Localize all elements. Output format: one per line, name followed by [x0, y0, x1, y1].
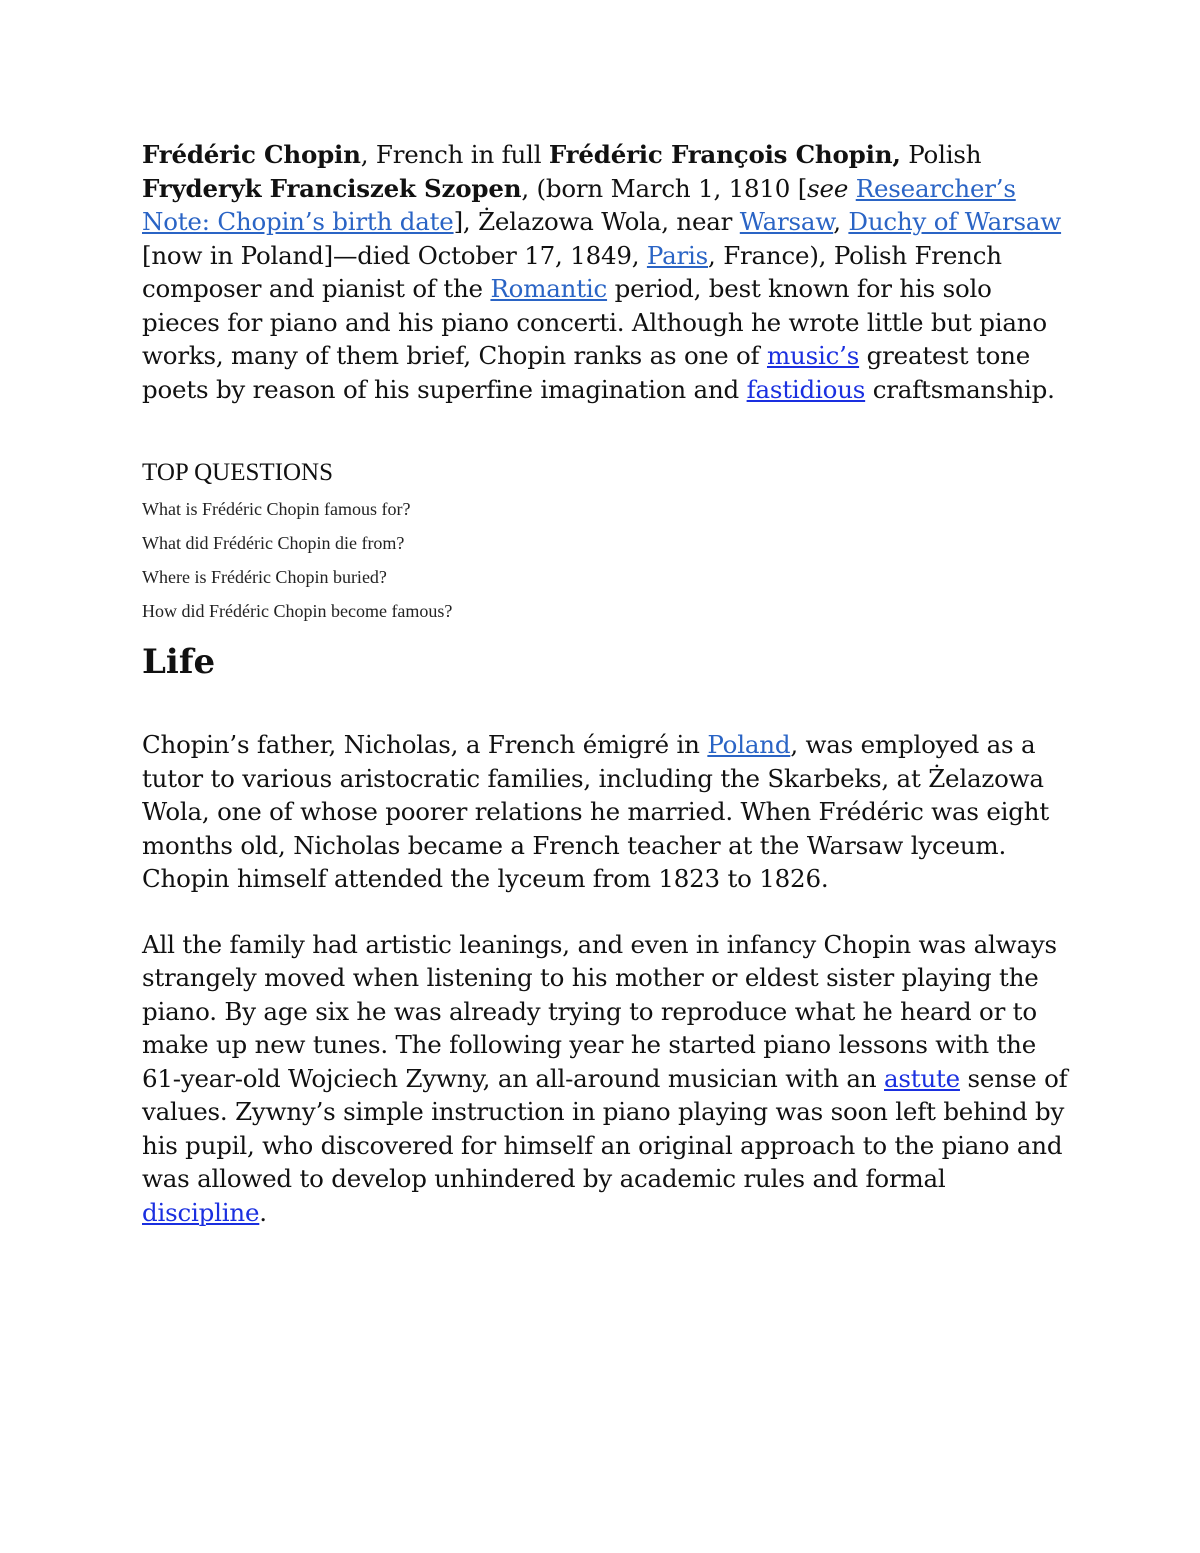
intro-text: , (born March 1, 1810 [ [521, 173, 808, 203]
life-text: , was employed as a tutor to various aristocratic families, including the Skarbeks, at Żelazowa Wola, one of whose poorer relations he married. When Frédéric was eight months old, Nicholas became a French teacher at the Warsaw lyceum. Chopin himself attended the lyceum from 1823 to 1826. [142, 730, 1049, 893]
intro-text: craftsmanship. [865, 374, 1055, 404]
intro-text: Polish [900, 140, 982, 169]
musics-link[interactable]: music’s [766, 341, 860, 370]
discipline-link[interactable]: discipline [142, 1197, 260, 1227]
intro-text: , France), Polish French composer and pianist of the [142, 240, 1002, 303]
life-heading: Life [142, 642, 216, 682]
document-page [142, 138, 1072, 1229]
intro-text: , French in full [360, 140, 549, 169]
top-questions-heading: TOP QUESTIONS [142, 459, 333, 486]
intro-text: greatest tone poets by reason of his superfine imagination and [142, 341, 1031, 404]
romantic-link[interactable]: Romantic [490, 274, 608, 303]
researcher-note-link[interactable]: Researcher’s Note: Chopin’s birth date [142, 173, 1016, 236]
poland-link[interactable]: Poland [707, 730, 791, 759]
subject-name: Frédéric Chopin [142, 140, 361, 169]
full-name: Frédéric François Chopin, [548, 140, 901, 169]
question-item[interactable]: What did Frédéric Chopin die from? [142, 533, 405, 553]
life-text: All the family had artistic leanings, and even in infancy Chopin was always strangely moved when listening to his mother or eldest sister playing the piano. By age six he was already trying to reproduce what he heard or to make up new tunes. The following year he started piano lessons with the 61-year-old Wojciech Zywny, an all-around musician with an [142, 929, 1057, 1093]
question-item[interactable]: What is Frédéric Chopin famous for? [142, 499, 411, 519]
warsaw-link[interactable]: Warsaw [739, 207, 834, 236]
duchy-of-warsaw-link[interactable]: Duchy of Warsaw [848, 207, 1062, 236]
intro-paragraph [142, 138, 1072, 406]
top-questions-list [142, 492, 1072, 628]
intro-text [848, 174, 856, 203]
intro-text: , [833, 207, 849, 236]
life-text: Chopin’s father, Nicholas, a French émigré in [142, 730, 708, 759]
fastidious-link[interactable]: fastidious [746, 374, 866, 404]
life-text: . [259, 1197, 267, 1227]
intro-text: [now in Poland]—died October 17, 1849, [142, 240, 647, 270]
life-text: sense of values. Zywny’s simple instruction in piano playing was soon left behind by his pupil, who discovered for himself an original approach to the piano and was allowed to develop unhindered by academic rules and formal [142, 1063, 1068, 1193]
polish-name: Fryderyk Franciszek Szopen [142, 173, 522, 203]
paris-link[interactable]: Paris [646, 240, 709, 270]
astute-link[interactable]: astute [884, 1063, 960, 1093]
see-text: see [807, 173, 849, 203]
intro-text: period, best known for his solo pieces for piano and his piano concerti. Although he wrote little but piano works, many of them brief, Chopin ranks as one of [142, 274, 1047, 370]
question-item[interactable]: How did Frédéric Chopin become famous? [142, 601, 453, 621]
life-paragraph-2 [142, 928, 1072, 1230]
life-paragraph-1 [142, 728, 1072, 896]
intro-text: ], Żelazowa Wola, near [453, 207, 740, 236]
question-item[interactable]: Where is Frédéric Chopin buried? [142, 567, 387, 587]
